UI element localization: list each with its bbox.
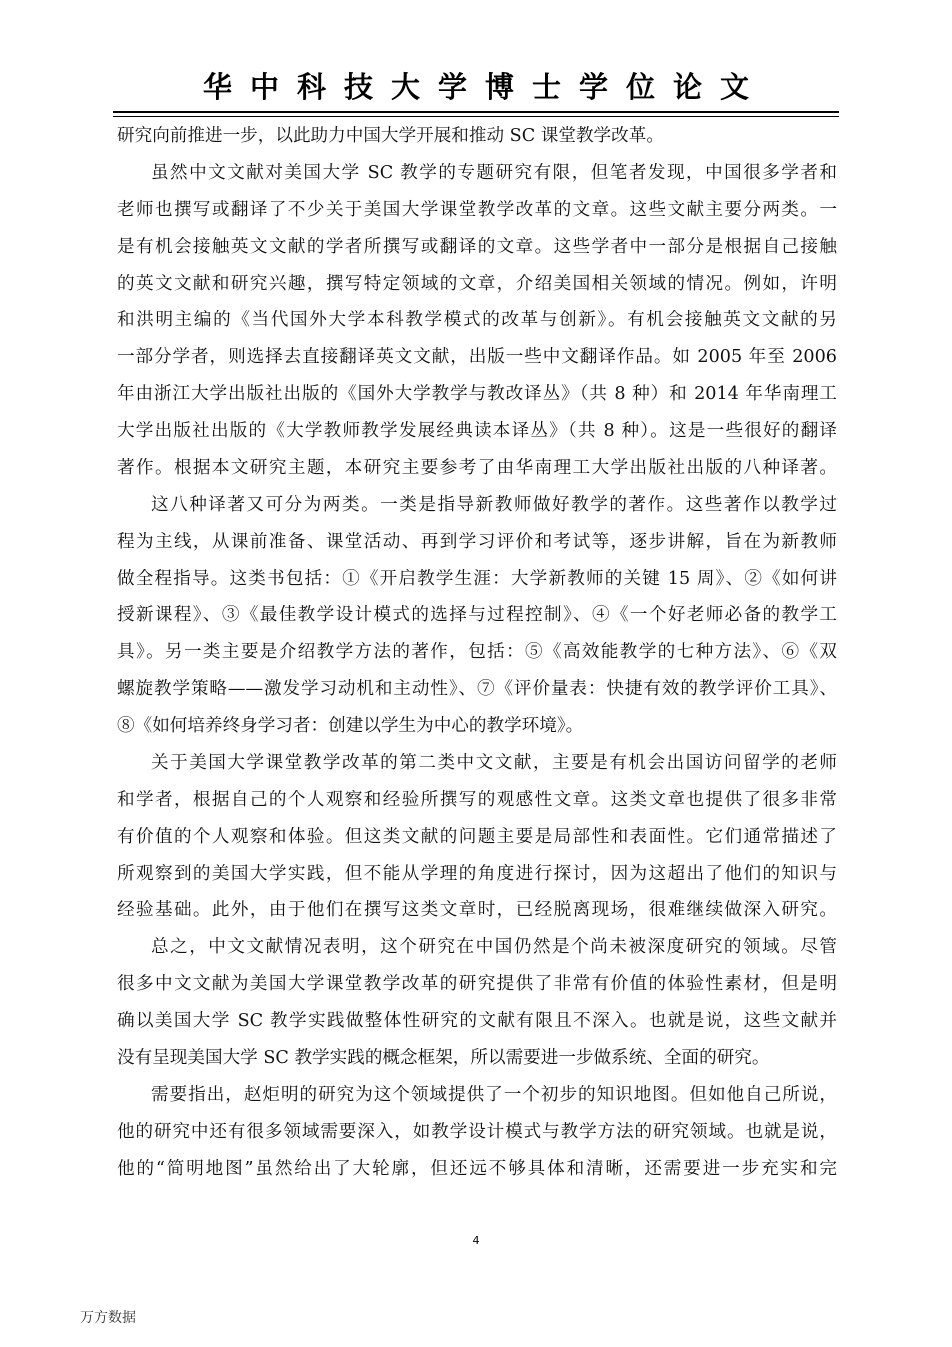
text-line: 螺旋教学策略——激发学习动机和主动性》、⑦《评价量表：快捷有效的教学评价工具》、 [117, 679, 837, 700]
text-line: ⑧《如何培养终身学习者：创建以学生为中心的教学环境》。 [117, 716, 584, 736]
header-rule-thick [113, 111, 839, 113]
header-title: 华中科技大学博士学位论文 [202, 70, 767, 104]
text-line: 一部分学者，则选择去直接翻译英文文献，出版一些中文翻译作品。如 2005 年至 2006 [117, 347, 837, 368]
text-line: 大学出版社出版的《大学教师教学发展经典读本译丛》（共 8 种）。这是一些很好的翻译 [117, 421, 837, 441]
text-line: 和洪明主编的《当代国外大学本科教学模式的改革与创新》。有机会接触英文文献的另 [117, 310, 837, 331]
page-header [113, 66, 839, 108]
text-line: 很多中文文献为美国大学课堂教学改革的研究提供了非常有价值的体验性素材，但是明 [117, 974, 837, 995]
text-line: 这八种译著又可分为两类。一类是指导新教师做好教学的著作。这些著作以教学过 [151, 494, 837, 515]
header-rule-thin [113, 116, 839, 117]
text-line: 老师也撰写或翻译了不少关于美国大学课堂教学改革的文章。这些文献主要分两类。一 [117, 199, 837, 220]
text-line: 有价值的个人观察和体验。但这类文献的问题主要是局部性和表面性。它们通常描述了 [117, 826, 837, 847]
page-number: 4 [472, 1234, 480, 1247]
text-line: 虽然中文文献对美国大学 SC 教学的专题研究有限，但笔者发现，中国很多学者和 [151, 162, 837, 183]
text-line: 他的“简明地图”虽然给出了大轮廓，但还远不够具体和清晰，还需要进一步充实和完 [117, 1158, 837, 1179]
text-line: 是有机会接触英文文献的学者所撰写或翻译的文章。这些学者中一部分是根据自己接触 [117, 236, 837, 257]
text-line: 经验基础。此外，由于他们在撰写这类文章时，已经脱离现场，很难继续做深入研究。 [117, 900, 837, 921]
text-line: 研究向前推进一步，以此助力中国大学开展和推动 SC 课堂教学改革。 [117, 126, 664, 146]
text-line: 著作。根据本文研究主题，本研究主要参考了由华南理工大学出版社出版的八种译著。 [117, 457, 837, 478]
text-line: 所观察到的美国大学实践，但不能从学理的角度进行探讨，因为这超出了他们的知识与 [117, 863, 837, 884]
text-line: 的英文文献和研究兴趣，撰写特定领域的文章，介绍美国相关领域的情况。例如，许明 [117, 273, 837, 294]
text-line: 和学者，根据自己的个人观察和经验所撰写的观感性文章。这类文章也提供了很多非常 [117, 789, 837, 810]
text-line: 授新课程》、③《最佳教学设计模式的选择与过程控制》、④《一个好老师必备的教学工 [117, 605, 837, 626]
watermark-text: 万方数据 [80, 1310, 136, 1326]
text-line: 程为主线，从课前准备、课堂活动、再到学习评价和考试等，逐步讲解，旨在为新教师 [117, 531, 837, 552]
text-line: 他的研究中还有很多领域需要深入，如教学设计模式与教学方法的研究领域。也就是说， [117, 1121, 837, 1142]
text-line: 没有呈现美国大学 SC 教学实践的概念框架，所以需要进一步做系统、全面的研究。 [117, 1047, 770, 1068]
body-text [117, 118, 837, 1187]
text-line: 具》。另一类主要是介绍教学方法的著作，包括：⑤《高效能教学的七种方法》、⑥《双 [117, 642, 837, 663]
text-line: 年由浙江大学出版社出版的《国外大学教学与教改译丛》（共 8 种）和 2014 年华南理工 [117, 384, 837, 405]
text-line: 总之，中文文献情况表明，这个研究在中国仍然是个尚未被深度研究的领域。尽管 [151, 937, 837, 958]
text-line: 确以美国大学 SC 教学实践做整体性研究的文献有限且不深入。也就是说，这些文献并 [117, 1011, 837, 1031]
text-line: 需要指出，赵炬明的研究为这个领域提供了一个初步的知识地图。但如他自己所说， [151, 1084, 837, 1105]
text-line: 关于美国大学课堂教学改革的第二类中文文献，主要是有机会出国访问留学的老师 [151, 752, 837, 773]
text-line: 做全程指导。这类书包括：①《开启教学生涯：大学新教师的关键 15 周》、②《如何讲 [117, 568, 837, 589]
